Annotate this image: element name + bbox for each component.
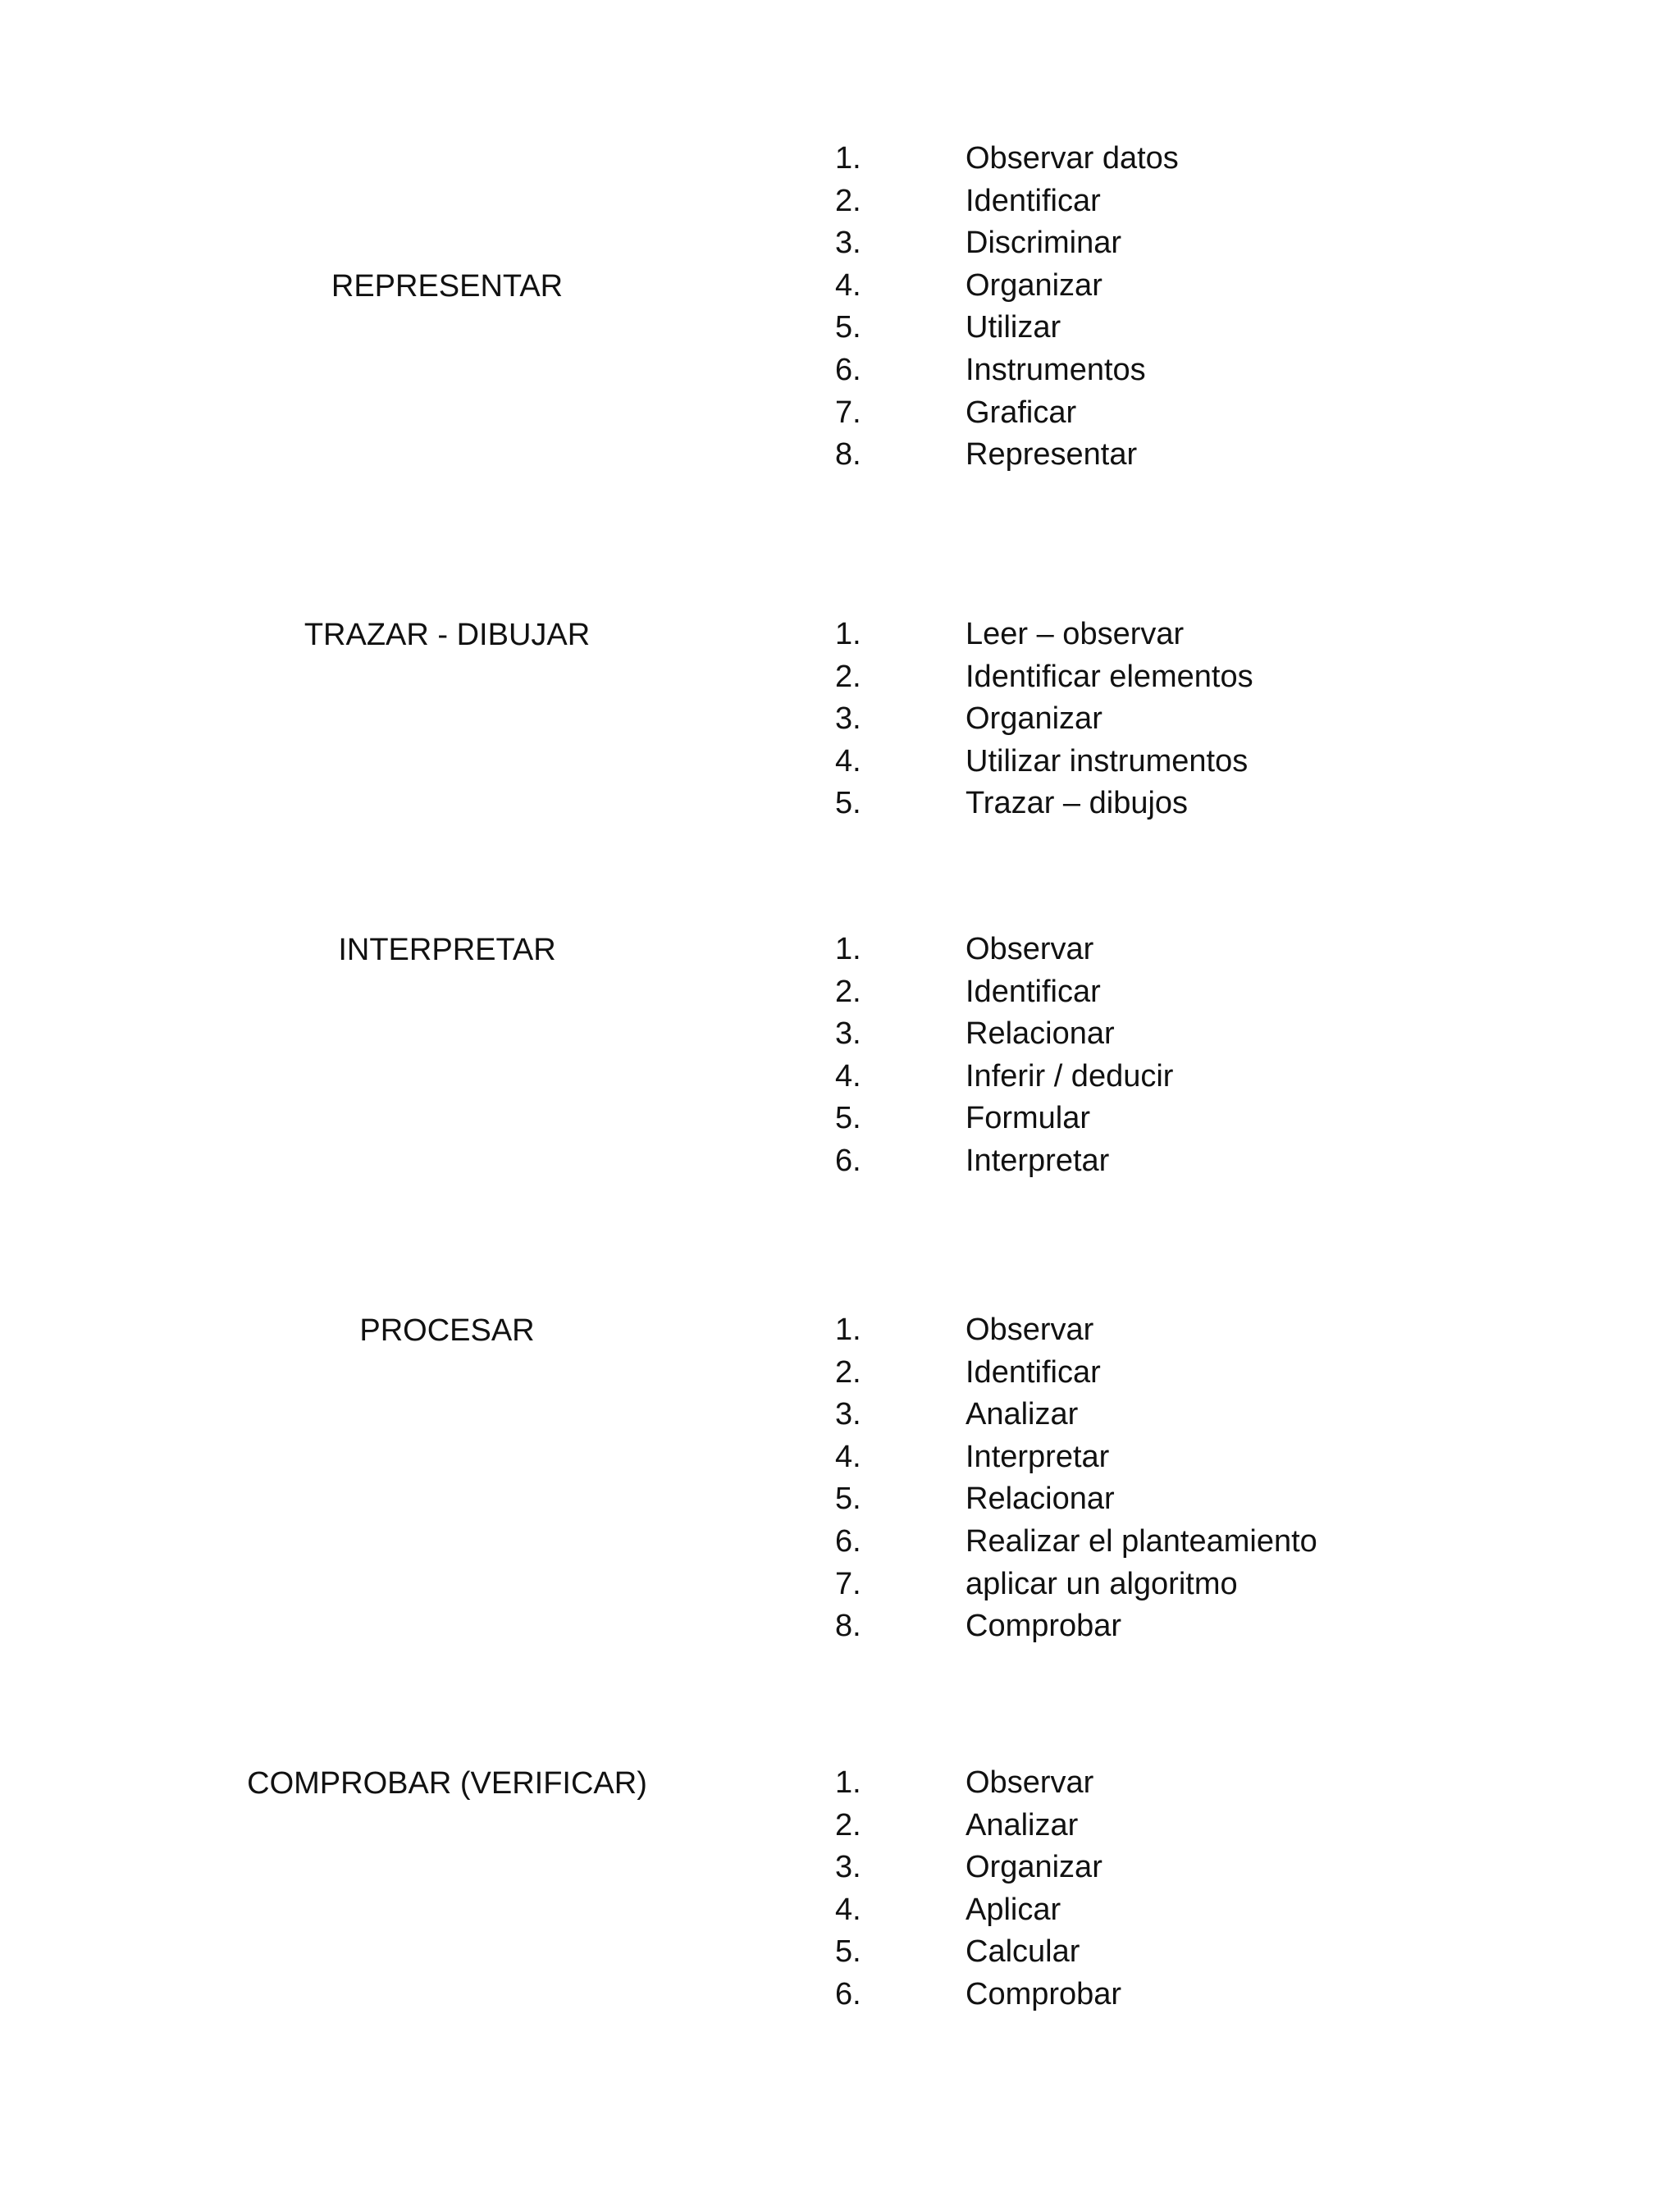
step-number: 7.	[835, 395, 861, 430]
step-number: 3.	[835, 1850, 861, 1885]
step-text: Observar datos	[966, 141, 1179, 176]
list-item	[0, 614, 1680, 656]
step-number: 1.	[835, 141, 861, 176]
list-item	[0, 1098, 1680, 1140]
list-item	[0, 1931, 1680, 1974]
step-text: Utilizar instrumentos	[966, 743, 1249, 779]
step-number: 5.	[835, 310, 861, 345]
list-item	[0, 222, 1680, 265]
step-number: 6.	[835, 1143, 861, 1178]
list-item	[0, 1478, 1680, 1521]
list-item	[0, 1436, 1680, 1479]
step-text: Analizar	[966, 1807, 1079, 1842]
list-item	[0, 1352, 1680, 1395]
list-item	[0, 783, 1680, 825]
list-item	[0, 1013, 1680, 1056]
list-item	[0, 1805, 1680, 1847]
step-number: 1.	[835, 932, 861, 966]
step-text: Calcular	[966, 1934, 1080, 1970]
step-number: 8.	[835, 437, 861, 473]
step-text: Relacionar	[966, 1016, 1115, 1052]
step-text: Identificar	[966, 974, 1101, 1009]
list-item	[0, 971, 1680, 1014]
step-text: Observar	[966, 1313, 1094, 1347]
step-number: 1.	[835, 617, 861, 651]
step-number: 2.	[835, 1354, 861, 1390]
step-text: Aplicar	[966, 1892, 1061, 1927]
step-text: Comprobar	[966, 1976, 1122, 2011]
step-number: 2.	[835, 1807, 861, 1842]
list-item	[0, 1394, 1680, 1436]
step-text: Utilizar	[966, 310, 1061, 345]
list-item	[0, 1521, 1680, 1564]
list-item	[0, 741, 1680, 783]
step-text: Identificar	[966, 1354, 1101, 1390]
step-number: 5.	[835, 1101, 861, 1136]
step-number: 3.	[835, 226, 861, 261]
list-item	[0, 1056, 1680, 1098]
step-number: 5.	[835, 1934, 861, 1970]
step-number: 1.	[835, 1765, 861, 1800]
step-text: Analizar	[966, 1397, 1079, 1432]
step-number: 2.	[835, 974, 861, 1009]
list-item	[0, 1564, 1680, 1606]
step-number: 3.	[835, 1016, 861, 1052]
step-number: 4.	[835, 1892, 861, 1927]
step-number: 6.	[835, 1976, 861, 2011]
step-text: Inferir / deducir	[966, 1058, 1174, 1094]
list-item	[0, 307, 1680, 349]
list-item	[0, 349, 1680, 392]
list-item	[0, 1762, 1680, 1805]
list-item	[0, 698, 1680, 741]
step-text: Relacionar	[966, 1482, 1115, 1517]
step-number: 8.	[835, 1609, 861, 1644]
step-text: Realizar el planteamiento	[966, 1523, 1317, 1559]
step-text: Identificar	[966, 183, 1101, 218]
step-text: Interpretar	[966, 1439, 1110, 1474]
step-list	[0, 614, 1680, 825]
step-text: aplicar un algoritmo	[966, 1566, 1238, 1601]
step-number: 5.	[835, 1482, 861, 1517]
step-number: 3.	[835, 701, 861, 737]
step-text: Graficar	[966, 395, 1077, 430]
step-number: 4.	[835, 1058, 861, 1094]
list-item	[0, 392, 1680, 435]
list-item	[0, 138, 1680, 180]
step-number: 6.	[835, 352, 861, 387]
step-number: 6.	[835, 1523, 861, 1559]
step-text: Observar	[966, 932, 1094, 966]
step-text: Formular	[966, 1101, 1091, 1136]
step-text: Identificar elementos	[966, 659, 1253, 694]
step-number: 4.	[835, 743, 861, 779]
step-number: 7.	[835, 1566, 861, 1601]
step-text: Organizar	[966, 1850, 1102, 1885]
step-text: Leer – observar	[966, 617, 1185, 651]
step-text: Discriminar	[966, 226, 1121, 261]
step-number: 4.	[835, 267, 861, 303]
list-item	[0, 265, 1680, 308]
step-number: 2.	[835, 183, 861, 218]
step-number: 3.	[835, 1397, 861, 1432]
list-item	[0, 929, 1680, 971]
step-number: 5.	[835, 786, 861, 821]
list-item	[0, 1974, 1680, 2016]
step-text: Interpretar	[966, 1143, 1110, 1178]
list-item	[0, 434, 1680, 477]
step-list	[0, 1762, 1680, 2016]
document-page: REPRESENTAR 1. Observar datos 2. Identificar 3. Discriminar 4. Organizar 5. Utilizar 6. Instrumentos 7. Graficar 8. Representar TRAZAR - DIBUJAR 1. Leer – observar 2. Identificar elementos 3. Organizar 4. Utilizar instrumentos 5. Trazar – dibujos INTERPRETAR 1. Observar 2. Identificar 3. Relacionar 4. Inferir / deducir 5. Formular 6. Interpretar PROCESAR 1. Observar 2. Identificar 3. Analizar 4. Interpretar 5. Relacionar 6. Realizar el planteamiento 7. aplicar un algoritmo 8. Comprobar COMPROBAR (VERIFICAR) 1. Observar 2. Analizar 3. Organizar 4. Aplicar 5. Calcular 6. Comprobar	[0, 0, 1680, 2210]
step-text: Observar	[966, 1765, 1094, 1800]
list-item	[0, 180, 1680, 223]
step-number: 2.	[835, 659, 861, 694]
list-item	[0, 1140, 1680, 1183]
step-text: Comprobar	[966, 1609, 1122, 1644]
step-text: Organizar	[966, 267, 1102, 303]
step-list	[0, 929, 1680, 1183]
list-item	[0, 1309, 1680, 1352]
step-list	[0, 1309, 1680, 1648]
step-text: Instrumentos	[966, 352, 1146, 387]
step-text: Organizar	[966, 701, 1102, 737]
step-number: 1.	[835, 1313, 861, 1347]
step-number: 4.	[835, 1439, 861, 1474]
step-text: Representar	[966, 437, 1138, 473]
list-item	[0, 1889, 1680, 1932]
step-list	[0, 138, 1680, 477]
list-item	[0, 1605, 1680, 1648]
step-text: Trazar – dibujos	[966, 786, 1189, 821]
list-item	[0, 1847, 1680, 1889]
list-item	[0, 656, 1680, 699]
